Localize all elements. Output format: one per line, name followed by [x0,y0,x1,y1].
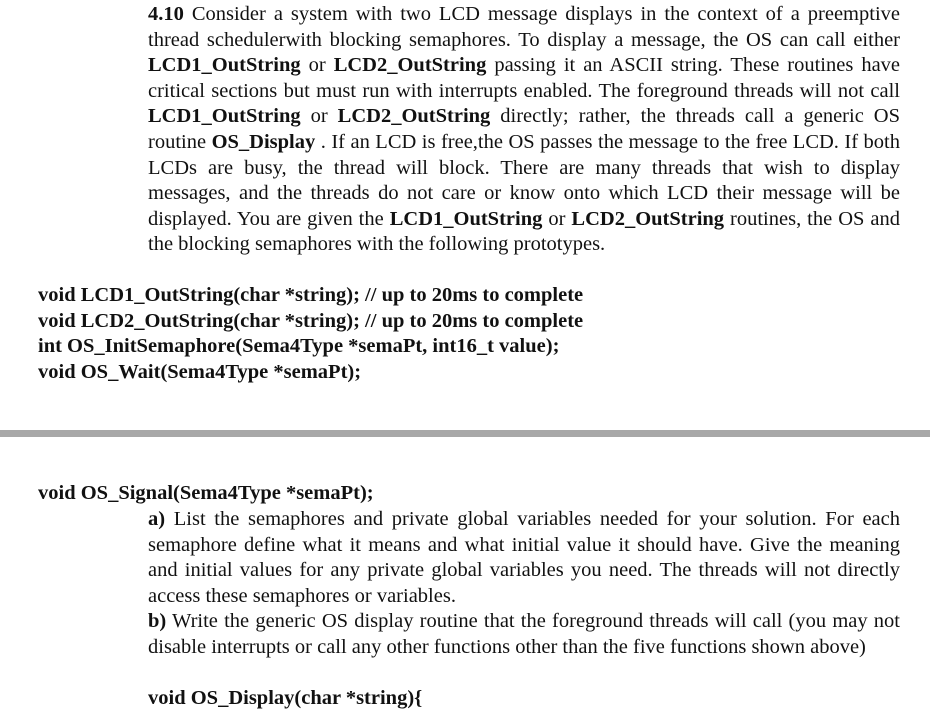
function-name: LCD2_OutString [571,207,725,230]
problem-text: Consider a system with two LCD message displays in the context of a preemptive thread schedulerwith blocking semaphores. To display a message, the OS can call either [148,3,900,51]
function-name: LCD1_OutString [389,207,543,230]
problem-text: . If an LCD is free,the OS passes the message to the free LCD. If both LCDs are busy, the thread will block. There are many threads that wish to display messages, and the threads do not care or know onto which LCD their message will be displayed. You are given the [148,130,900,230]
problem-statement [148,2,900,258]
prototype-line: void LCD1_OutString(char *string); // up to 20ms to complete [38,284,584,306]
problem-text: directly; rather, the threads call a generic OS routine [148,105,900,153]
prototype-line: int OS_InitSemaphore(Sema4Type *semaPt, int16_t value); [38,335,560,357]
prototype-line: void OS_Signal(Sema4Type *semaPt); [38,482,374,504]
page-divider [0,430,930,437]
function-name: LCD2_OutString [337,105,491,128]
prototype-line: void OS_Wait(Sema4Type *semaPt); [38,361,362,383]
problem-text: or [300,105,338,128]
part-b-label: b) [148,610,167,632]
function-name: LCD1_OutString [148,54,301,77]
function-name: LCD2_OutString [333,54,487,77]
prototype-line: void LCD2_OutString(char *string); // up to 20ms to complete [38,310,584,332]
function-name: LCD1_OutString [148,105,301,128]
part-a-label: a) [148,508,166,530]
problem-number: 4.10 [148,3,184,25]
part-a-text: List the semaphores and private global variables needed for your solution. For each semaphore define what it means and what initial value it should have. Give the meaning and initial values for any private global variables you need. The threads will not directly access these semaphores or variables. [148,508,900,607]
problem-text: or [542,207,572,230]
problem-text: passing it an ASCII string. These routines have critical sections but must run with interrupts enabled. The foreground threads will not call [148,54,901,102]
part-b [148,609,900,660]
problem-text: routines, the OS and the blocking semaphores with the following prototypes. [148,207,900,256]
part-a [148,507,900,609]
function-name: OS_Display [211,130,316,153]
problem-text: or [300,54,334,77]
part-b-text: Write the generic OS display routine that the foreground threads will call (you may not disable interrupts or call any other functions other than the five functions shown above) [148,610,900,658]
os-display-signature: void OS_Display(char *string){ [148,687,423,709]
